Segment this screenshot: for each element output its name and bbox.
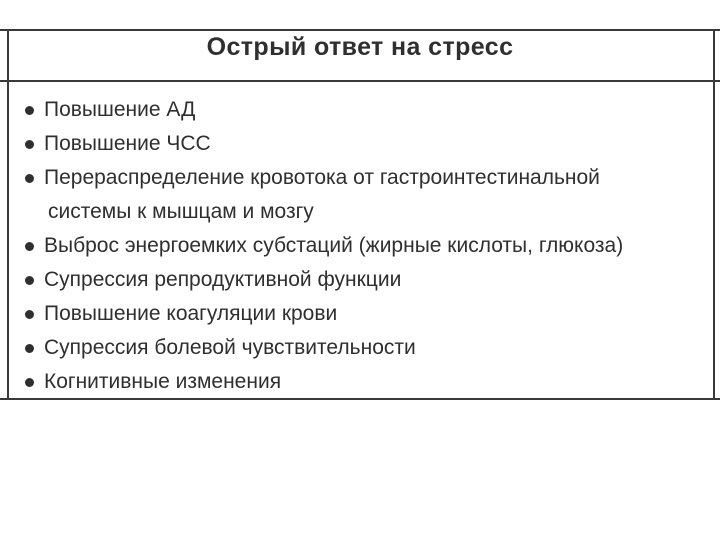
list-item-text: Супрессия репродуктивной функции (44, 268, 402, 291)
list-item (20, 263, 700, 297)
list-item-text: Супрессия болевой чувствительности (44, 336, 416, 359)
list-item-text: Повышение коагуляции крови (44, 302, 338, 325)
list-item (20, 297, 700, 331)
bullet-icon (25, 140, 34, 149)
table-header-divider (0, 80, 720, 82)
list-item-text: Когнитивные изменения (44, 370, 282, 393)
bullet-icon (25, 310, 34, 319)
bullet-icon (25, 174, 34, 183)
bullet-icon (25, 106, 34, 115)
table-top-rule (0, 29, 720, 31)
list-item (20, 331, 700, 365)
table-title: Острый ответ на стресс (206, 33, 514, 61)
list-item (20, 161, 700, 229)
list-item-text: Выброс энергоемких субстаций (жирные кислоты, глюкоза) (44, 234, 624, 257)
list-item (20, 365, 700, 399)
list-item (20, 93, 700, 127)
list-item-text: Повышение ЧСС (44, 132, 211, 155)
list-item-text: Перераспределение кровотока от гастроинтестинальной (44, 166, 600, 189)
list-item-text-continued: системы к мышцам и мозгу (48, 200, 314, 223)
bullet-icon (25, 344, 34, 353)
bullet-list (20, 93, 700, 399)
bullet-icon (25, 378, 34, 387)
bullet-icon (25, 276, 34, 285)
list-item-text: Повышение АД (44, 98, 196, 121)
bullet-icon (25, 242, 34, 251)
list-item (20, 127, 700, 161)
list-item (20, 229, 700, 263)
